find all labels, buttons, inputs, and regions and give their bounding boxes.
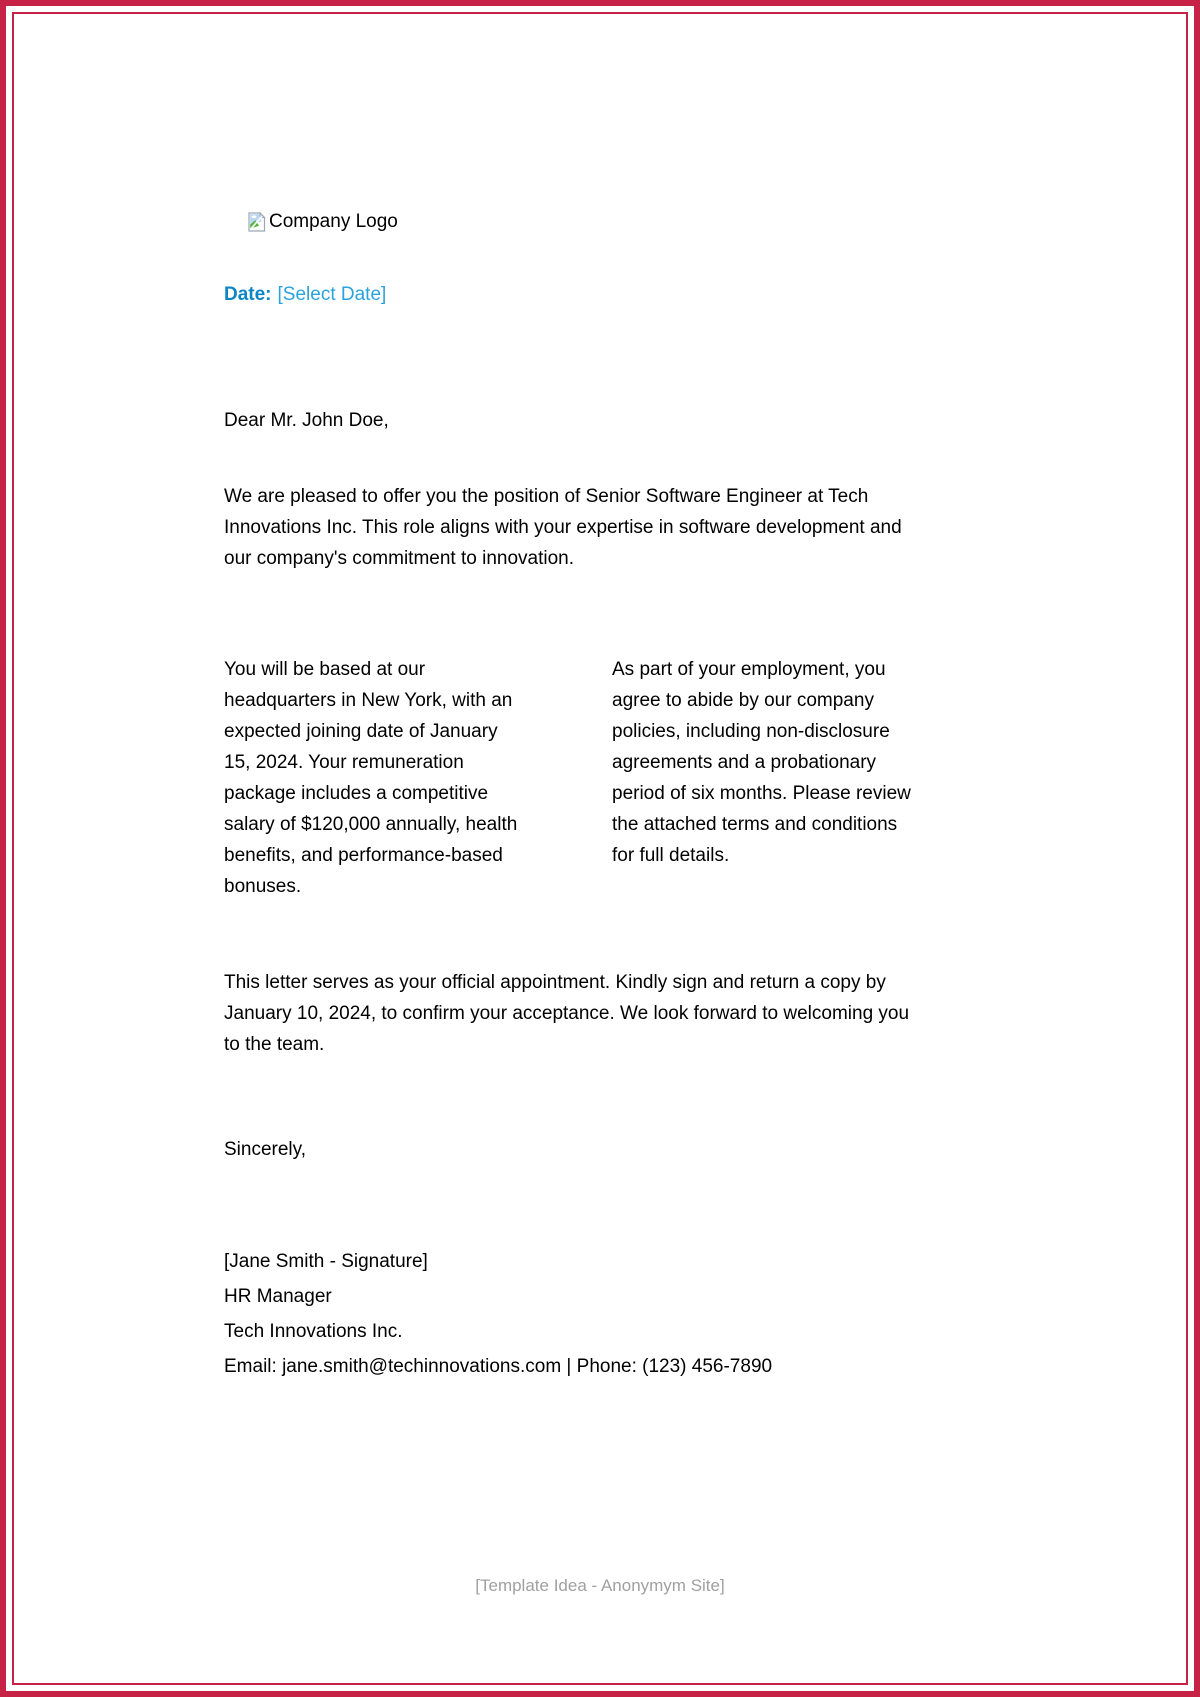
letter-body bbox=[224, 14, 914, 1378]
signature-contact: Email: jane.smith@techinnovations.com | Phone: (123) 456-7890 bbox=[224, 1356, 773, 1377]
date-label: Date: bbox=[224, 284, 272, 305]
intro-paragraph: We are pleased to offer you the position of Senior Software Engineer at Tech Innovations Inc. This role aligns with your expertise in software development and our company's commitment to innovation. bbox=[224, 486, 902, 569]
salutation: Dear Mr. John Doe, bbox=[224, 410, 389, 431]
closing-paragraph: This letter serves as your official appointment. Kindly sign and return a copy by January 10, 2024, to confirm your acceptance. We look forward to welcoming you to the team. bbox=[224, 972, 910, 1055]
company-logo bbox=[246, 210, 398, 234]
signature-company: Tech Innovations Inc. bbox=[224, 1321, 403, 1342]
inner-border bbox=[12, 12, 1188, 1685]
signature-block bbox=[224, 1251, 914, 1378]
left-column-paragraph: You will be based at our headquarters in New York, with an expected joining date of January 15, 2024. Your remuneration package includes a competitive salary of $120,000 annually, health benefits, and performance-based bonuses. bbox=[224, 659, 518, 897]
sign-off: Sincerely, bbox=[224, 1139, 307, 1160]
right-column-paragraph: As part of your employment, you agree to abide by our company policies, including non-disclosure agreements and a probationary period of six months. Please review the attached terms and conditions for full details. bbox=[612, 659, 911, 866]
date-line bbox=[224, 284, 914, 306]
signature-name: [Jane Smith - Signature] bbox=[224, 1251, 428, 1272]
date-value[interactable]: [Select Date] bbox=[277, 284, 387, 305]
signature-title: HR Manager bbox=[224, 1286, 332, 1307]
footer-note: [Template Idea - Anonymym Site] bbox=[475, 1576, 725, 1595]
broken-image-icon bbox=[246, 211, 268, 233]
two-column-section bbox=[224, 654, 914, 902]
logo-alt-text: Company Logo bbox=[269, 211, 398, 232]
